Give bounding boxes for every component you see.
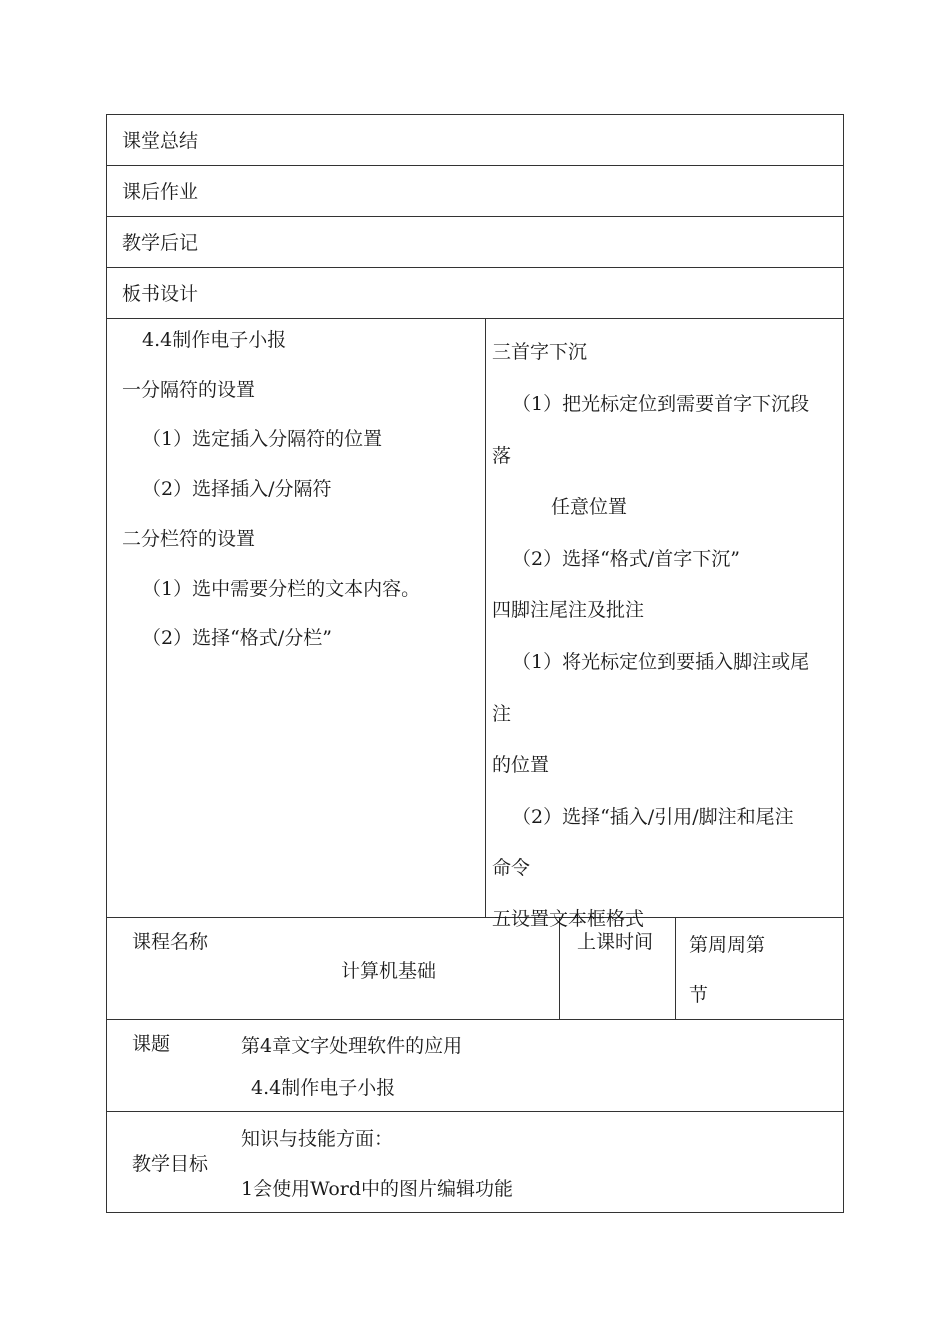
topic-line: 第4章文字处理软件的应用 xyxy=(241,1035,463,1057)
section-heading: 五设置文本框格式 xyxy=(492,908,645,930)
step-text: 落 xyxy=(492,445,512,467)
section-heading: 四脚注尾注及批注 xyxy=(492,599,645,621)
step-text: 命令 xyxy=(492,857,531,879)
class-time-label: 上课时间 xyxy=(577,931,654,953)
step-text: 注 xyxy=(492,703,512,725)
section-heading: 三首字下沉 xyxy=(492,341,588,363)
step-text: （1）将光标定位到要插入脚注或尾 xyxy=(512,651,810,673)
step-text: （2）选择“插入/引用/脚注和尾注 xyxy=(512,806,794,828)
step-text: 任意位置 xyxy=(551,496,628,518)
step-text: （2）选择插入/分隔符 xyxy=(142,478,332,500)
class-time-value: 节 xyxy=(689,984,709,1006)
topic-label: 课题 xyxy=(132,1033,171,1055)
row-divider xyxy=(106,917,844,918)
row-divider xyxy=(106,216,844,217)
board-right-column xyxy=(486,319,843,930)
course-name-label: 课程名称 xyxy=(132,931,209,953)
step-text: 的位置 xyxy=(492,754,550,776)
objective-line: 1会使用Word中的图片编辑功能 xyxy=(241,1178,514,1200)
row-divider xyxy=(106,1019,844,1020)
teaching-notes-label: 教学后记 xyxy=(122,232,199,254)
step-text: （1）把光标定位到需要首字下沉段 xyxy=(512,393,810,415)
column-divider xyxy=(675,917,676,1019)
row-divider xyxy=(106,267,844,268)
homework-label: 课后作业 xyxy=(122,181,199,203)
course-name-value: 计算机基础 xyxy=(341,960,437,982)
class-summary-label: 课堂总结 xyxy=(122,130,199,152)
column-divider xyxy=(559,917,560,1019)
step-text: （1）选定插入分隔符的位置 xyxy=(142,428,383,450)
step-text: （2）选择“格式/首字下沉” xyxy=(512,548,740,570)
step-text: （1）选中需要分栏的文本内容。 xyxy=(142,578,421,600)
topic-line: 4.4制作电子小报 xyxy=(251,1077,396,1099)
step-text: （2）选择“格式/分栏” xyxy=(142,627,332,649)
objective-line: 知识与技能方面： xyxy=(241,1128,394,1150)
board-title: 4.4制作电子小报 xyxy=(142,329,287,351)
row-divider xyxy=(106,165,844,166)
class-time-value: 第周周第 xyxy=(689,934,766,956)
objectives-label: 教学目标 xyxy=(132,1153,209,1175)
section-heading: 一分隔符的设置 xyxy=(122,379,256,401)
board-design-label: 板书设计 xyxy=(122,283,199,305)
section-heading: 二分栏符的设置 xyxy=(122,528,256,550)
row-divider xyxy=(106,1111,844,1112)
